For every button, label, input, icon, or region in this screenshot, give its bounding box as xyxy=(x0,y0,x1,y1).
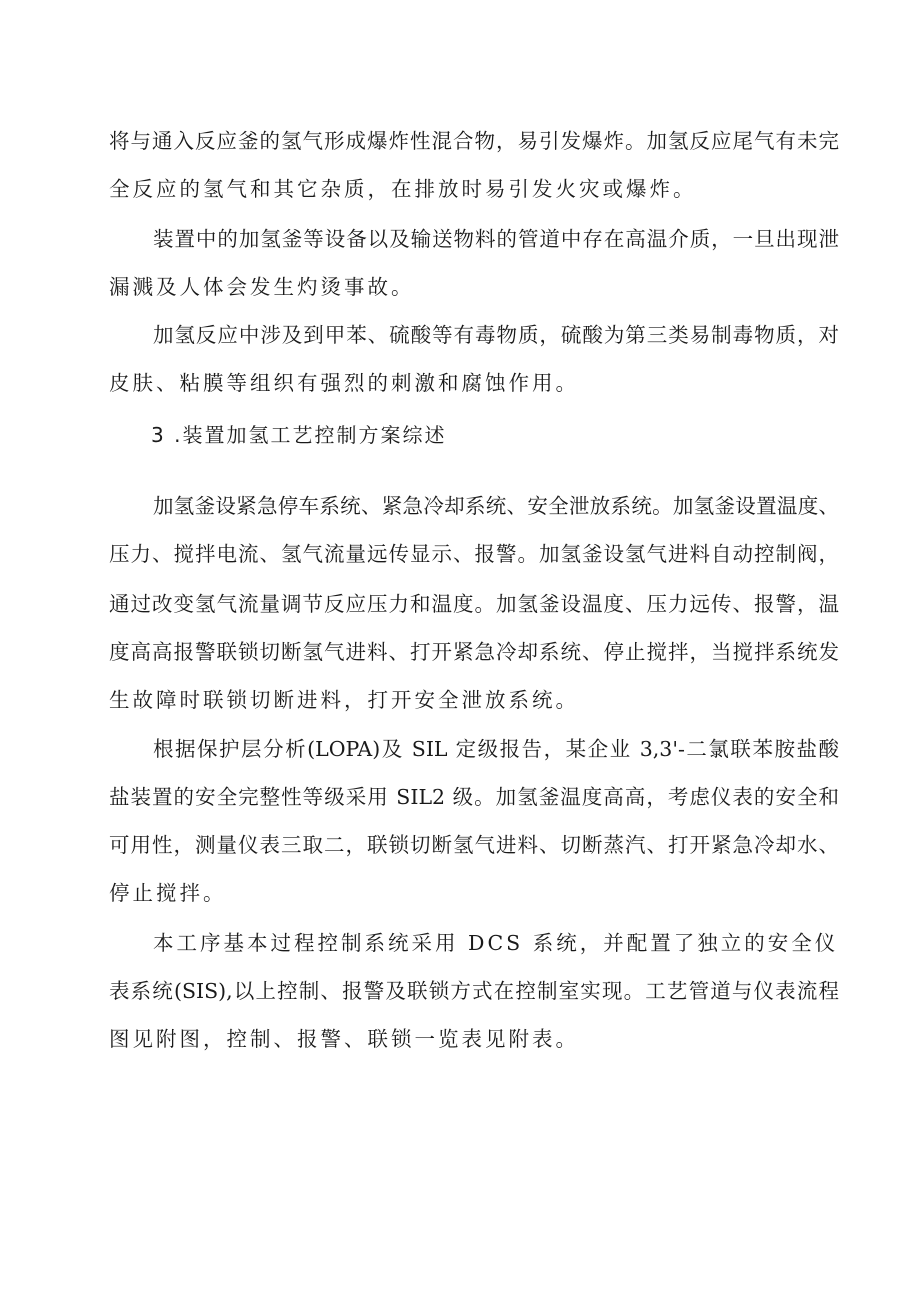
text-line: 全反应的氢气和其它杂质，在排放时易引发火灾或爆炸。 xyxy=(109,177,697,201)
text-line: 生故障时联锁切断进料，打开安全泄放系统。 xyxy=(109,688,579,712)
text-line: 可用性，测量仪表三取二，联锁切断氢气进料、切断蒸汽、打开紧急冷却水、 xyxy=(109,833,839,857)
text-line: 表系统(SIS),以上控制、报警及联锁方式在控制室实现。工艺管道与仪表流程 xyxy=(109,979,839,1003)
text-line: 加氢反应中涉及到甲苯、硫酸等有毒物质，硫酸为第三类易制毒物质，对 xyxy=(153,323,839,347)
text-line: 漏溅及人体会发生灼烫事故。 xyxy=(109,275,415,299)
text-line: 通过改变氢气流量调节反应压力和温度。加氢釜设温度、压力远传、报警，温 xyxy=(109,592,839,616)
text-line: 停止搅拌。 xyxy=(109,881,227,905)
text-line: 皮肤、粘膜等组织有强烈的刺激和腐蚀作用。 xyxy=(109,371,579,395)
text-line: 将与通入反应釜的氢气形成爆炸性混合物，易引发爆炸。加氢反应尾气有未完 xyxy=(109,129,839,153)
text-line: 本工序基本过程控制系统采用 DCS 系统，并配置了独立的安全仪 xyxy=(153,931,839,955)
text-line: 盐装置的安全完整性等级采用 SIL2 级。加氢釜温度高高，考虑仪表的安全和 xyxy=(109,785,839,809)
text-line: 图见附图，控制、报警、联锁一览表见附表。 xyxy=(109,1027,579,1051)
text-line: 加氢釜设紧急停车系统、紧急冷却系统、安全泄放系统。加氢釜设置温度、 xyxy=(153,494,839,518)
text-line: 根据保护层分析(LOPA)及 SIL 定级报告，某企业 3,3'-二氯联苯胺盐酸 xyxy=(153,737,839,761)
text-line: 度高高报警联锁切断氢气进料、打开紧急冷却系统、停止搅拌，当搅拌系统发 xyxy=(109,640,839,664)
text-line: 装置中的加氢釜等设备以及输送物料的管道中存在高温介质，一旦出现泄 xyxy=(153,227,839,251)
text-line: 压力、搅拌电流、氢气流量远传显示、报警。加氢釜设氢气进料自动控制阀， xyxy=(109,542,839,566)
section-heading: 3 .装置加氢工艺控制方案综述 xyxy=(151,423,447,447)
